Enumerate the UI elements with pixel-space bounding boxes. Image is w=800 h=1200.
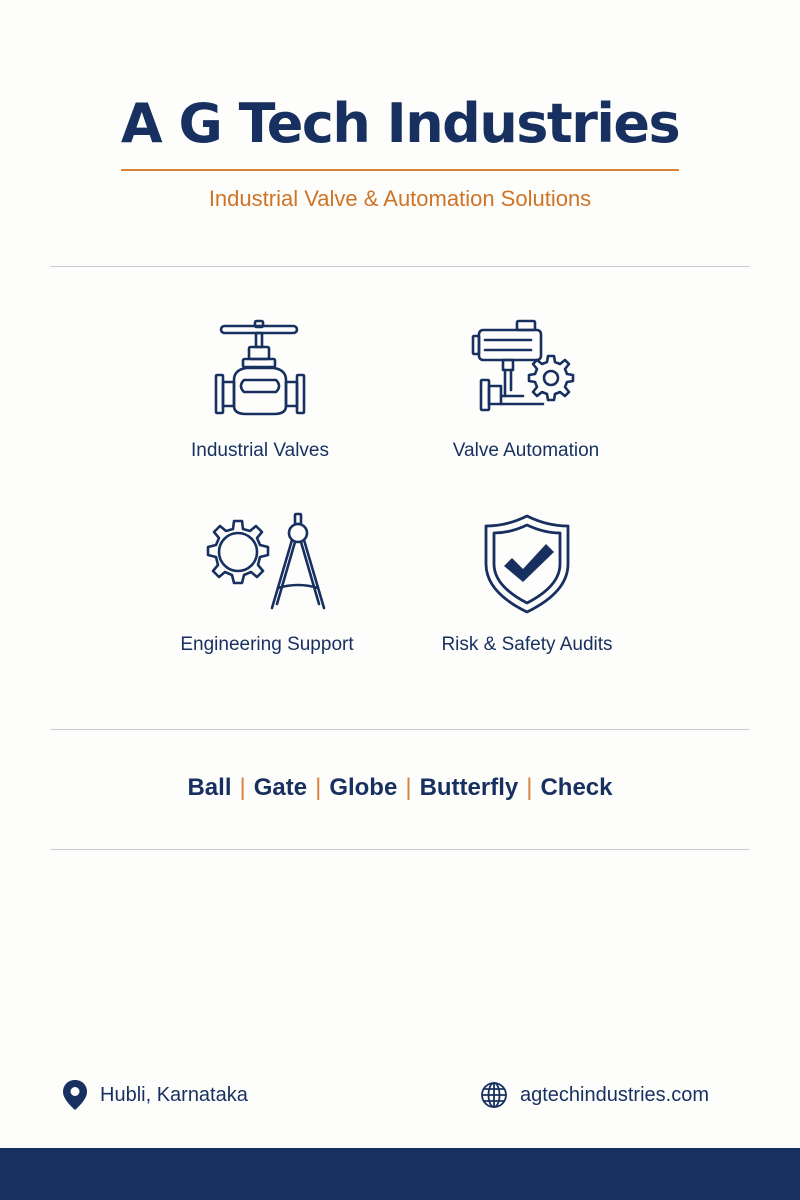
location-pin-icon — [62, 1079, 88, 1111]
separator: | — [315, 774, 322, 801]
valve-type: Globe — [329, 774, 398, 801]
contact-website[interactable] — [480, 1079, 709, 1111]
service-label: Industrial Valves — [191, 440, 329, 461]
service-label: Risk & Safety Audits — [441, 634, 613, 655]
gear-compass-icon — [202, 512, 332, 614]
service-engineering-support — [137, 512, 397, 658]
valve-types-list — [0, 770, 800, 806]
divider-middle — [50, 729, 750, 730]
valve-type: Ball — [187, 774, 232, 801]
valve-type: Butterfly — [419, 774, 519, 801]
footer-bar — [0, 1148, 800, 1200]
company-title: A G Tech Industries — [120, 92, 680, 155]
shield-check-icon — [482, 512, 572, 616]
service-risk-safety-audits — [397, 512, 657, 658]
company-tagline: Industrial Valve & Automation Solutions — [208, 186, 592, 211]
service-label: Valve Automation — [452, 440, 600, 461]
valve-type: Check — [540, 774, 613, 801]
service-industrial-valves — [130, 318, 390, 464]
divider-top — [50, 266, 750, 267]
title-underline — [121, 169, 679, 171]
valve-type: Gate — [253, 774, 308, 801]
separator: | — [239, 774, 246, 801]
website-link[interactable]: agtechindustries.com — [520, 1083, 709, 1106]
divider-bottom — [50, 849, 750, 850]
valve-icon — [210, 318, 310, 418]
location-text: Hubli, Karnataka — [100, 1083, 248, 1106]
contact-location — [62, 1079, 248, 1111]
separator: | — [526, 774, 533, 801]
actuator-gear-icon — [471, 318, 581, 418]
separator: | — [405, 774, 412, 801]
service-valve-automation — [396, 318, 656, 464]
service-label: Engineering Support — [180, 634, 354, 655]
globe-icon — [480, 1081, 508, 1109]
